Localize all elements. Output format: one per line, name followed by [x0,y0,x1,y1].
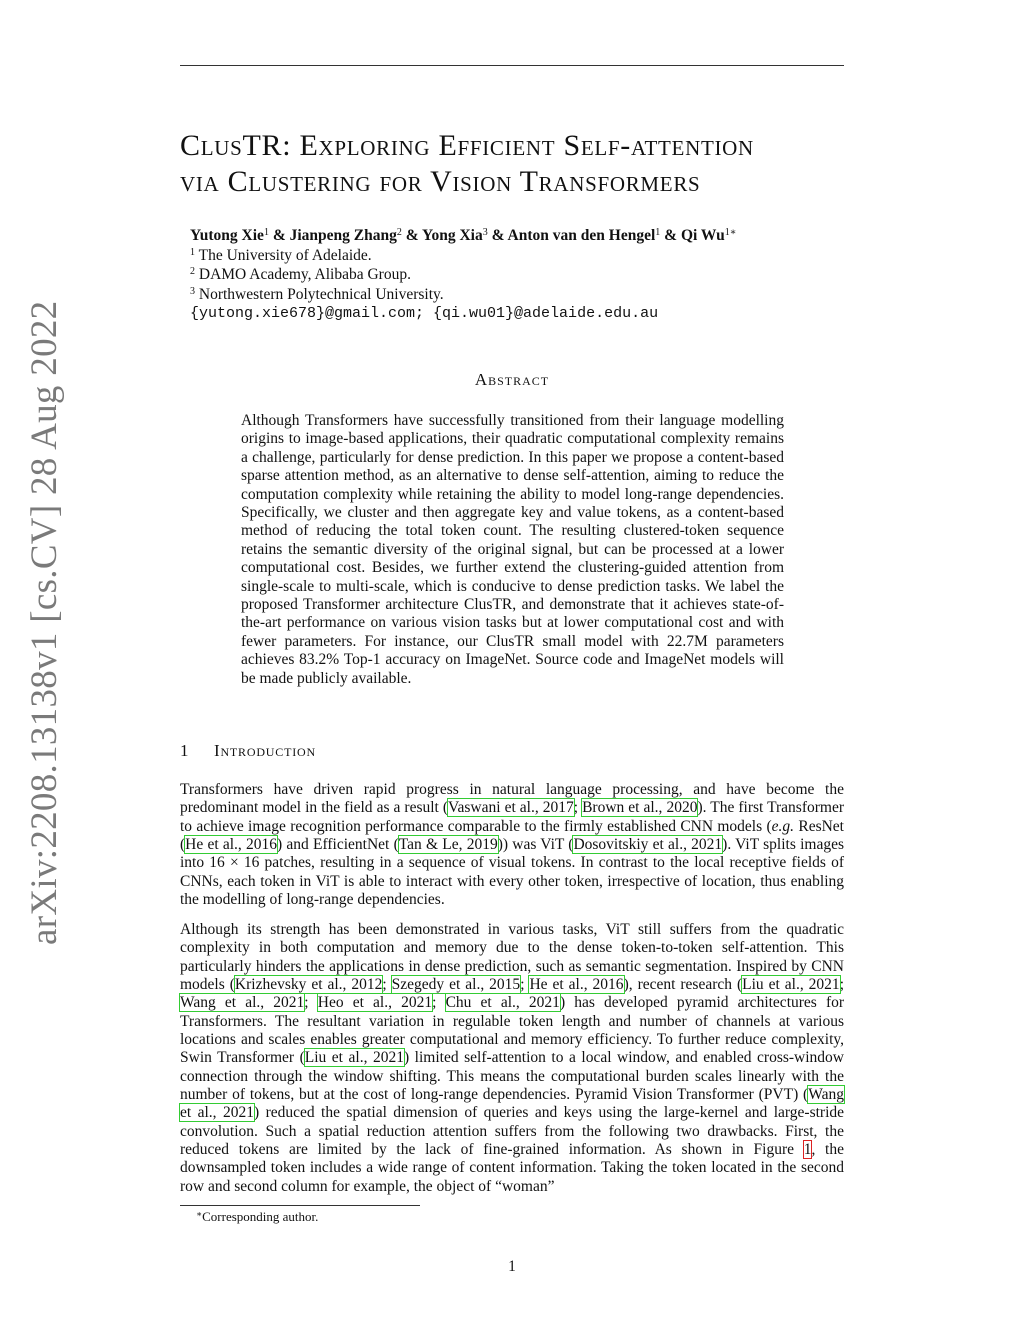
citation-link[interactable]: He et al., 2016 [185,836,278,854]
text-run: ; [382,976,392,994]
affiliation-text: DAMO Academy, Alibaba Group. [198,266,411,283]
author-block [190,226,840,324]
affiliation-number: 2 [190,266,195,277]
citation-link[interactable]: Wang et al., 2021 [180,994,305,1012]
text-run: e.g. [771,817,795,835]
text-run: ; [573,799,583,817]
citation-link[interactable]: Liu et al., 2021 [742,976,840,994]
footnote-mark: ∗ [196,1209,203,1219]
section-number: 1 [180,741,190,760]
author-separator: & [664,227,678,244]
text-run: ) has developed pyramid architectures for Transformers. The resultant variation in regulable token length and number of channels at various locations and scales enables greater computational and memory efficiency. To further reduce complexity, Swin Transformer ( [180,994,845,1067]
text-run: ; [432,994,446,1012]
arxiv-stamp: arXiv:2208.13138v1 [cs.CV] 28 Aug 2022 [24,300,65,945]
text-run: Transformers have driven rapid progress in natural language processing, and have become the predominant model in the field as a result ( [180,781,844,817]
text-run: ; [304,994,318,1012]
footnote [196,1209,318,1225]
figure-reference-link[interactable]: 1 [803,1141,812,1159]
title-line-1: ClusTR: Exploring Efficient Self-attention [180,129,754,162]
text-run: ) and EfficientNet ( [277,836,399,854]
intro-paragraph-2 [180,921,844,1196]
affiliation [190,246,840,266]
citation-link[interactable]: Tan & Le, 2019 [398,836,498,854]
citation-link[interactable]: Vaswani et al., 2017 [448,799,574,817]
citation-link[interactable]: Dosovitskiy et al., 2021 [573,836,723,854]
page-number: 1 [508,1258,516,1275]
text-run: ) limited self-attention to a local window, and enabled cross-window connection through the window shifting. This means the computational burden scales linearly with the number of tokens, but at the cost of long-range dependencies. Pyramid Vision Transformer (PVT) ( [180,1049,844,1104]
author-name: Anton van den Hengel [507,227,656,244]
text-run: Although its strength has been demonstrated in various tasks, ViT still suffers from the quadratic complexity in both computation and memory due to the dense token-to-token self-attention. This particularly hinders the applications in dense prediction, such as semantic segmentation. Inspired by CNN models ( [180,921,844,994]
section-heading [180,741,316,761]
text-run: ). ViT splits images into 16 × 16 patches, resulting in a sequence of visual tokens. In contrast to the local receptive fields of CNNs, each token in ViT is able to interact with every other token, irrespective of location, thus enabling the modelling of long-range dependencies. [180,836,844,909]
paper-title [180,128,848,200]
author-affiliation-mark: 2 [396,227,402,238]
citation-link[interactable]: Wang et al., 2021 [180,1086,844,1122]
text-run: ). The first Transformer to achieve image recognition performance comparable to the firmly established CNN models ( [180,799,844,835]
citation-link[interactable]: Krizhevsky et al., 2012 [234,976,383,994]
author-affiliation-mark: 1 [655,227,661,238]
affiliation-number: 3 [190,285,195,297]
text-run: ) reduced the spatial dimension of queries and keys using the large-kernel and large-stride convolution. Such a spatial reduction attention suffers from the following two drawbacks. First, the reduced tokens are limited by the lack of fine-grained information. As shown in Figure [180,1104,845,1159]
author-affiliation-mark: 1 [263,227,269,238]
affiliation [190,285,840,305]
text-run: ), recent research ( [623,976,743,994]
affiliation-text: The University of Adelaide. [198,246,372,264]
citation-link[interactable]: Heo et al., 2021 [317,994,433,1012]
affiliation-text: Northwestern Polytechnical University. [198,285,444,303]
footnote-rule [180,1205,420,1206]
author-separator: & [491,227,505,244]
author-name: Qi Wu [680,227,725,244]
text-run: , the downsampled token includes a wide range of content information. Taking the token located in the second row and second column for example, the object of “woman” [180,1141,844,1195]
abstract-heading: Abstract [474,370,550,389]
citation-link[interactable]: Brown et al., 2020 [582,799,698,817]
author-name: Yutong Xie [190,227,264,244]
author-affiliation-mark: 1∗ [724,227,737,238]
citation-link[interactable]: Szegedy et al., 2015 [391,976,521,994]
citation-link[interactable]: Chu et al., 2021 [445,994,560,1012]
text-run: ; [839,976,844,994]
citation-link[interactable]: Liu et al., 2021 [304,1049,404,1067]
author-emails: {yutong.xie678}@gmail.com; {qi.wu01}@adelaide.edu.au [190,305,659,322]
intro-paragraph-1 [180,781,844,909]
affiliation-number: 1 [190,246,195,258]
author-names [190,226,840,246]
title-line-2: via Clustering for Vision Transformers [180,165,701,198]
abstract-text: Although Transformers have successfully transitioned from their language modelling origins to image-based applications, their quadratic computational complexity remains a challenge, particularly for dense prediction. In this paper we propose a content-based sparse attention method, as an alternative to dense self-attention, aiming to reduce the computation complexity while retaining the ability to model long-range dependencies. Specifically, we cluster and then aggregate key and value tokens, as a content-based method of reducing the total token count. The resulting clustered-token sequence retains the semantic diversity of the original signal, but can be processed at a lower computational cost. Besides, we further extend the clustering-guided attention from single-scale to multi-scale, which is conducive to dense prediction tasks. We label the proposed Transformer architecture ClusTR, and demonstrate that it achieves state-of-the-art performance on various vision tasks but at lower computational cost and with fewer parameters. For instance, our ClusTR small model with 22.7M parameters achieves 83.2% Top-1 accuracy on ImageNet. Source code and ImageNet models will be made publicly available. [241,412,784,687]
text-run: )) was ViT ( [497,836,574,854]
author-affiliation-mark: 3 [482,227,488,238]
author-name: Jianpeng Zhang [289,227,397,244]
citation-link[interactable]: He et al., 2016 [529,976,624,994]
footnote-text: Corresponding author. [202,1209,319,1224]
text-run: ResNet ( [180,817,844,854]
author-name: Yong Xia [421,227,483,244]
text-run: ; [520,976,530,994]
author-separator: & [272,227,286,244]
author-separator: & [405,227,419,244]
affiliation [190,265,840,285]
section-title: Introduction [214,741,316,760]
top-rule [180,65,844,66]
